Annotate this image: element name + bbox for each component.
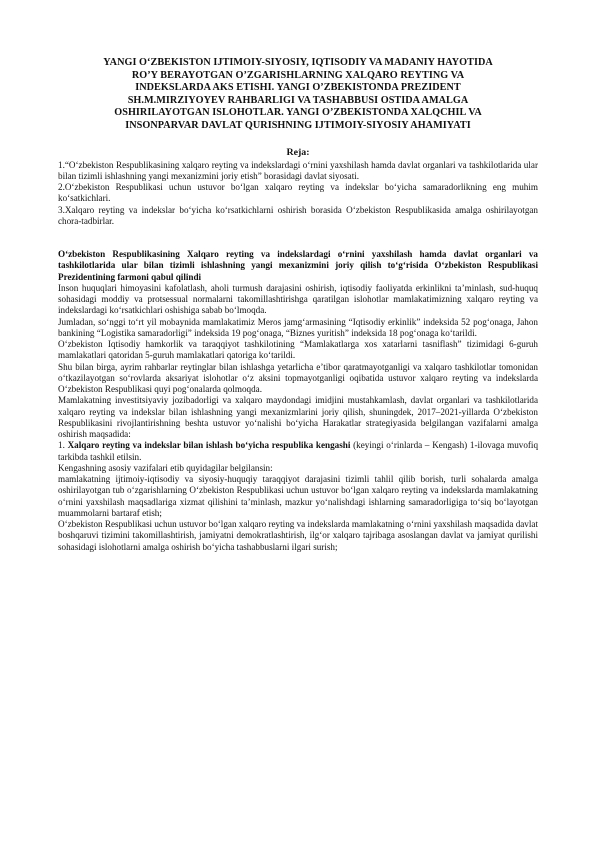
item-text: (keyingi o‘rinlarda – Kengash) 1-ilovaga muvofiq tarkibda tashkil etilsin. [58,440,539,462]
task-item: mamlakatning ijtimoiy-iqtisodiy va siyosiy-huquqiy taraqqiyot darajasini tizimli tahlil qilib borish, turli sohalarda amalga oshirilayotgan tub o‘zgarishlarning O‘zbekiston Respublikasi uchun ustuvor bo‘lgan xalqaro reyting va indekslarda mamlakatning o‘rnini yaxshilash maqsadlariga xizmat qilishini ta’minlash, mazkur yo‘nalishdagi ishlarning samaradorligiga to‘siq bo‘layotgan muammolarni bartaraf etish; [58,474,538,518]
section-heading: O‘zbekiston Respublikasining Xalqaro reyting va indekslardagi o‘rnini yaxshilash hamda davlat organlari va tashkilotlarida ular bilan tizimli ishlashning yangi mexanizmini joriy qilish to‘g‘risida O‘zbekiston Respublikasi Prezidentining farmoni qabul qilindi [58,249,538,282]
body-paragraph: Inson huquqlari himoyasini kafolatlash, aholi turmush darajasini oshirish, iqtisodiy faoliyatda erkinlikni ta’minlash, sud-huquq sohasidagi moddiy va protsessual normalarni takomillashtirishga qaratilgan islohotlar mamlakatimizning xalqaro reyting va indekslardagi ko‘rsatkichlari oshishiga sabab bo‘lmoqda. [58,282,538,316]
title-line: INSONPARVAR DAVLAT QURISHNING IJTIMOIY-SIYOSIY AHAMIYATI [125,119,471,131]
plan-heading: Reja: [286,146,310,158]
body-paragraph: Shu bilan birga, ayrim rahbarlar reytinglar bilan ishlashga yetarlicha e’tibor qaratmayotganligi va xalqaro tashkilotlar tomonidan o‘tkazilayotgan so‘rovlarda aksariyat islohotlar o‘z aksini topmayotganligi oqibatida ustuvor xalqaro reyting va indekslarda O‘zbekiston Respublikasi quyi pog‘onalarda qolmoqda. [58,361,538,395]
plan-item: 2.O‘zbekiston Respublikasi uchun ustuvor bo‘lgan xalqaro reyting va indekslar bo‘yicha samaradorlikning eng muhim ko‘satkichlari. [58,182,538,204]
body-paragraph: Mamlakatning investitsiyaviy jozibadorligi va xalqaro maydondagi imidjini mustahkamlash, davlat organlari va tashkilotlarida xalqaro reyting va indekslar bilan ishlashning yangi mexanizmlarini joriy qilish, shuningdek, 2017–2021-yillarda O‘zbekiston Respublikasini rivojlantirishning beshta ustuvor yo‘nalishi bo‘yicha Harakatlar strategiyasida belgilangan vazifalarni amalga oshirish maqsadida: [58,395,538,440]
task-item: O‘zbekiston Respublikasi uchun ustuvor bo‘lgan xalqaro reyting va indekslarda mamlakatning o‘rnini yaxshilash maqsadida davlat boshqaruvi tizimini takomillashtirish, jamiyatni demokratlashtirish, ilg‘or xalqaro tajribaga asoslangan davlat va jamiyat qurilishi sohasidagi islohotlarni amalga oshirish bo‘yicha tashabbuslarni ilgari surish; [58,519,538,552]
title-line: YANGI O‘ZBEKISTON IJTIMOIY-SIYOSIY, IQTISODIY VA MADANIY HAYOTIDA [103,57,493,68]
body-paragraph: O‘zbekiston Iqtisodiy hamkorlik va taraqqiyot tashkilotining “Mamlakatlarga xos xatarlarni tasniflash” tizimidagi 6-guruh mamlakatlari qatoridan 5-guruh mamlakatlari qatoriga ko‘tarildi. [58,339,538,361]
item-number: 1. [58,440,68,451]
document-title [58,57,538,133]
title-line: SH.M.MIRZIYOYEV RAHBARLIGI VA TASHABBUSI OSTIDA AMALGA [127,94,469,106]
title-line: RO’Y BERAYOTGAN O’ZGARISHLARNING XALQARO REYTING VA [131,69,465,81]
decree-item-1 [58,440,538,463]
plan-item: 3.Xalqaro reyting va indekslar bo‘yicha ko‘rsatkichlarni oshirish borasida O‘zbekiston Respublikasida amalga oshirilayotgan chora-tadbirlar. [58,204,538,226]
council-name: Xalqaro reyting va indekslar bilan ishlash bo‘yicha respublika kengashi [67,440,351,451]
title-line: OSHIRILAYOTGAN ISLOHOTLAR. YANGI O’ZBEKISTONDA XALQCHIL VA [114,107,482,119]
body-paragraph: Jumladan, so‘nggi to‘rt yil mobaynida mamlakatimiz Meros jamg‘armasining “Iqtisodiy erkinlik” indeksida 52 pog‘onaga, Jahon bankining “Logistika samaradorligi” indeksida 19 pog‘onaga, “Biznes yuritish” indeksida 18 pog‘onaga ko‘tarildi. [58,316,538,338]
title-line: INDEKSLARDA AKS ETISHI. YANGI O’ZBEKISTONDA PREZIDENT [135,82,461,94]
section-spacer [58,227,538,249]
tasks-intro: Kengashning asosiy vazifalari etib quyidagilar belgilansin: [58,462,273,473]
plan-item: 1.“O‘zbekiston Respublikasining xalqaro reyting va indekslardagi o‘rnini yaxshilash hamda davlat organlari va tashkilotlarida ular bilan tizimli ishlashning yangi mexanizmini joriy etish” borasidagi davlat siyosati. [58,159,538,181]
